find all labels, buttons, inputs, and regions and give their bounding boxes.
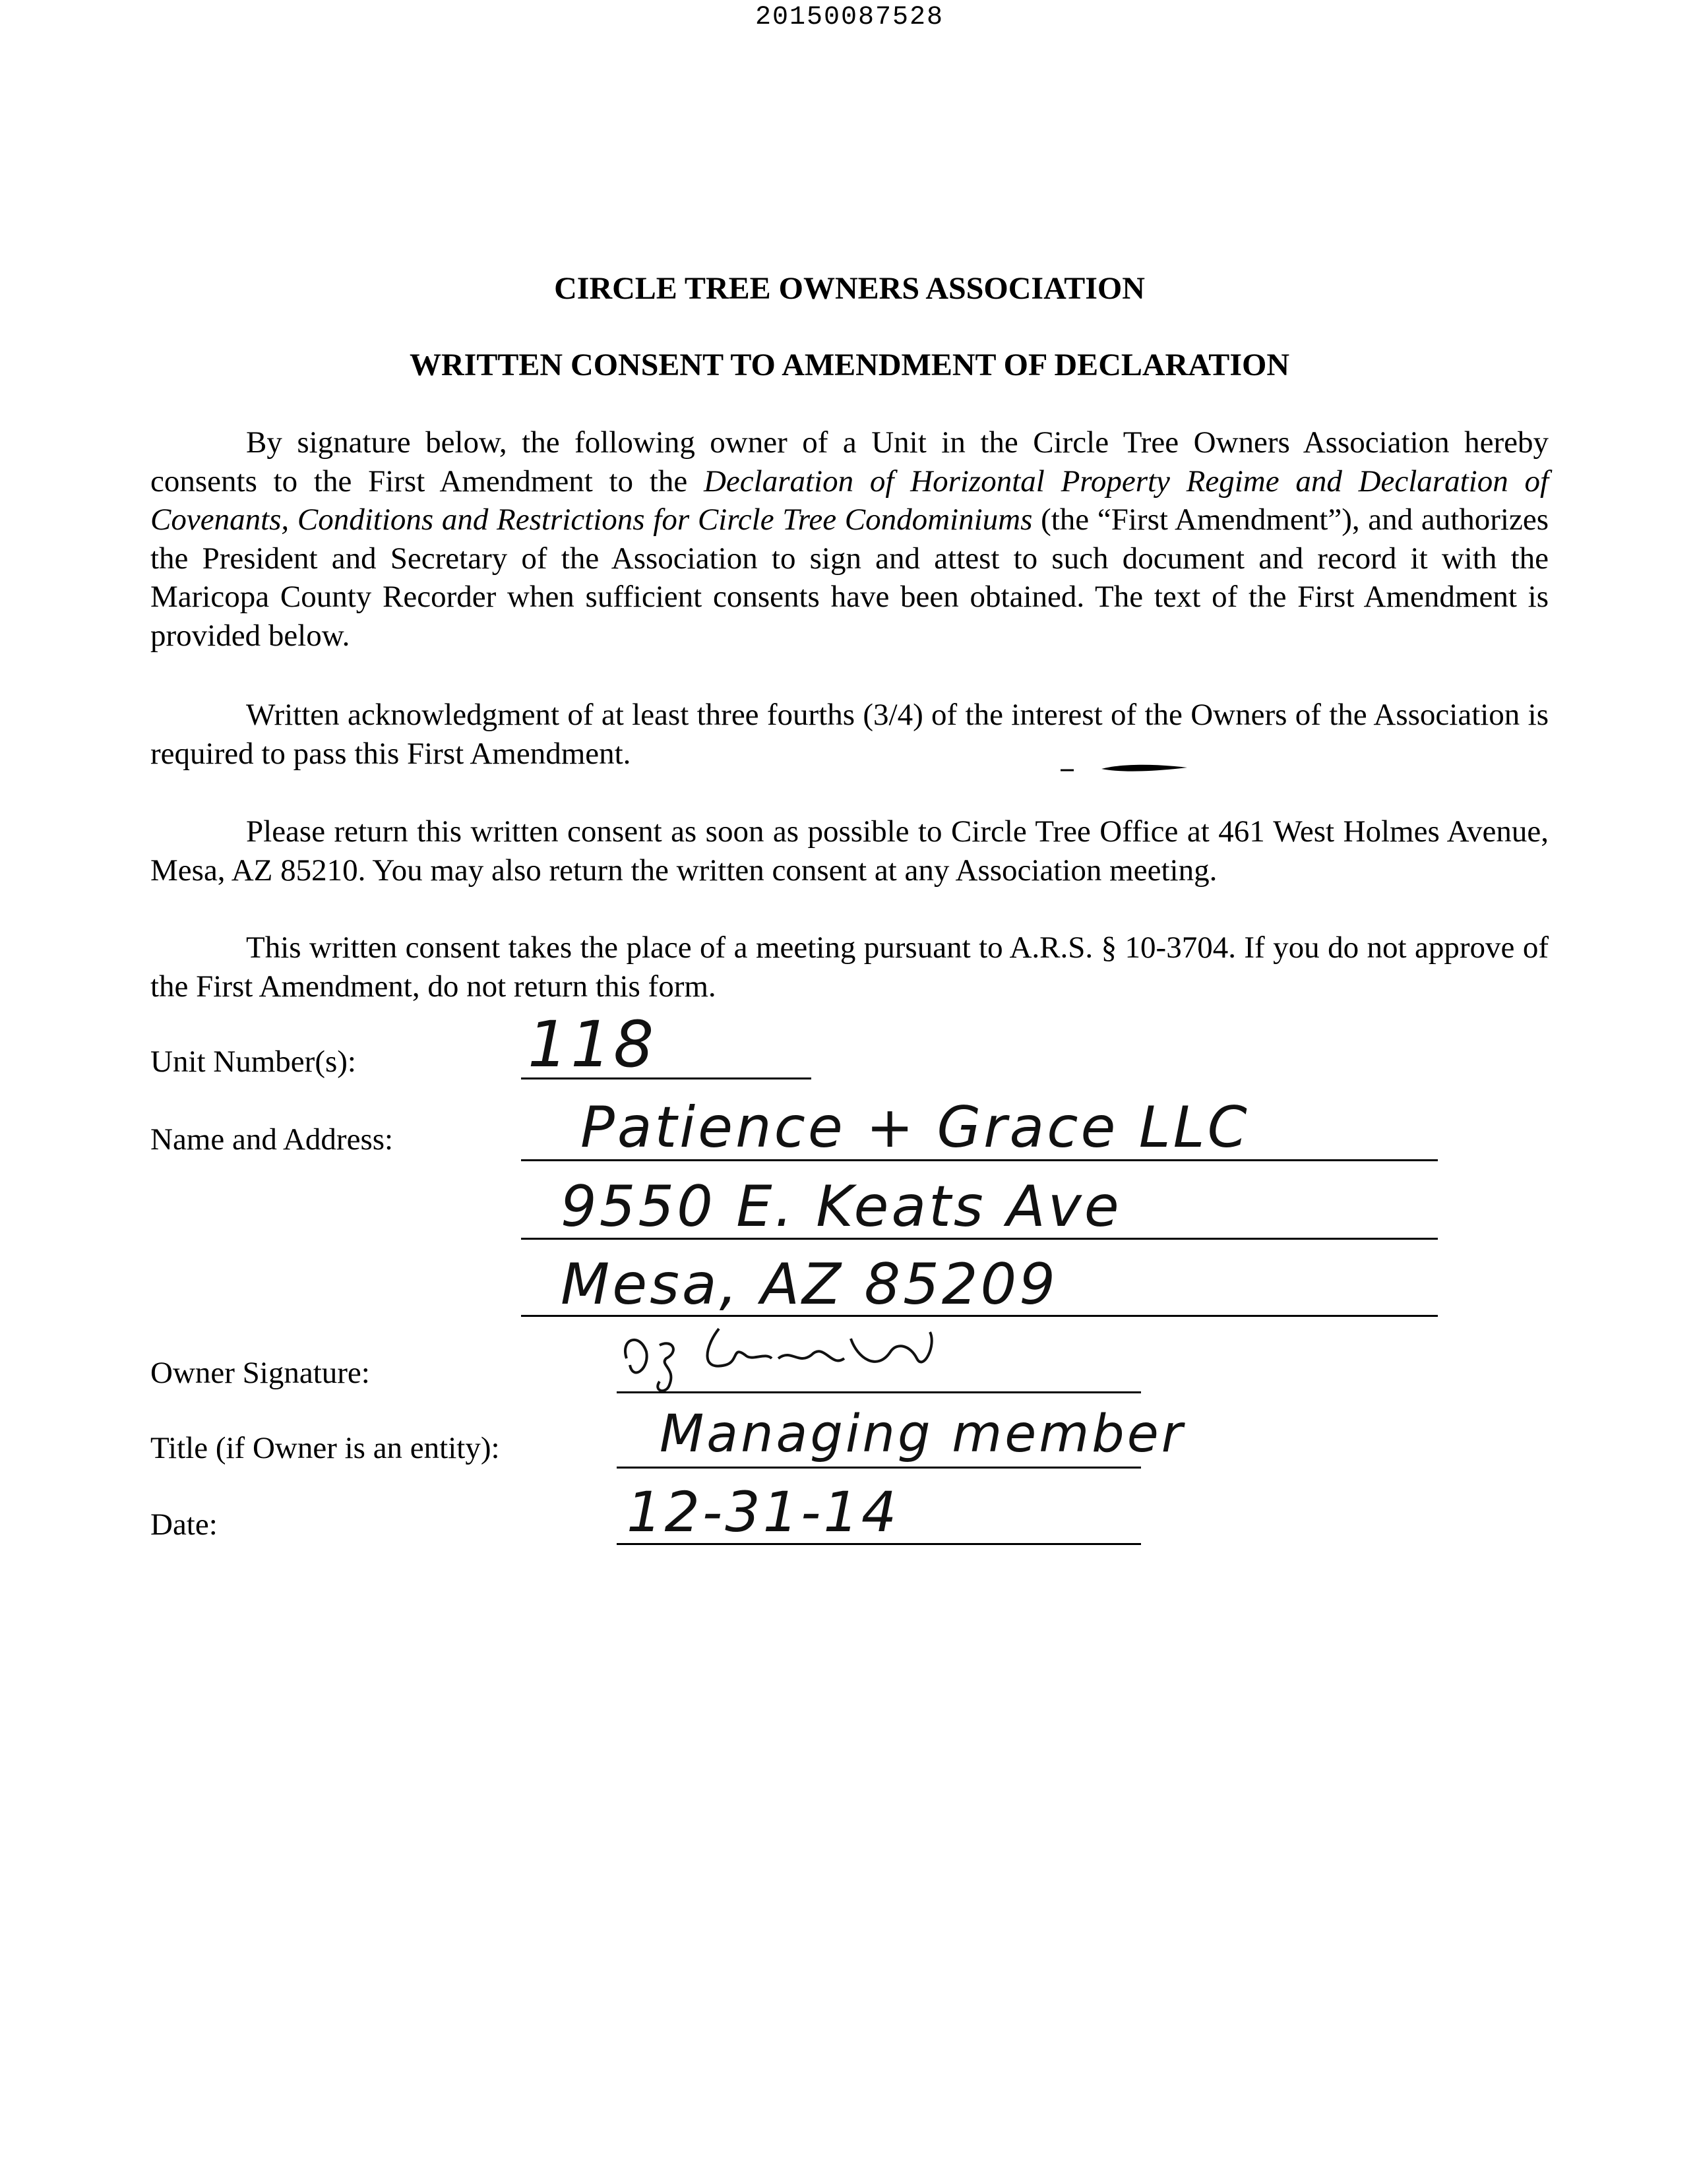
- consent-text-end: (the “First Amendment”), and authorizes the President and Secretary of the Association to sign and attest to such document and record it with the Maricopa County Recorder when sufficient consents have been obtained. The text of the First Amendment is provided below.: [150, 502, 1549, 653]
- date-label: Date:: [150, 1507, 218, 1542]
- consent-paragraph: [150, 423, 1549, 655]
- association-title: CIRCLE TREE OWNERS ASSOCIATION: [554, 271, 1145, 306]
- declaration-title: Declaration of Horizontal Property Regime and Declaration of Covenants, Conditions and Restrictions for Circle Tree Condominiums: [150, 464, 1549, 537]
- consent-text-start: By signature below, the following owner of a Unit in the Circle Tree Owners Association hereby consents to the First Amendment to the: [150, 425, 1549, 499]
- document-number: 20150087528: [755, 3, 944, 32]
- pen-mark: [1055, 758, 1200, 778]
- owner-signature-label: Owner Signature:: [150, 1356, 370, 1390]
- name-address-label: Name and Address:: [150, 1122, 394, 1157]
- return-instructions-paragraph: Please return this written consent as soon as possible to Circle Tree Office at 461 West Holmes Avenue, Mesa, AZ 85210. You may also return the written consent at any Association meeting.: [150, 814, 1549, 888]
- meeting-notice-paragraph: This written consent takes the place of a meeting pursuant to A.R.S. § 10-3704. If you do not approve of the First Amendment, do not return this form.: [150, 930, 1549, 1004]
- entity-title-value: Managing member: [660, 1405, 1185, 1464]
- entity-title-line: [617, 1467, 1141, 1469]
- name-address-value-2: 9550 E. Keats Ave: [561, 1174, 1122, 1240]
- unit-number-label: Unit Number(s):: [150, 1045, 356, 1079]
- date-value: 12-31-14: [627, 1480, 900, 1544]
- entity-title-label: Title (if Owner is an entity):: [150, 1431, 500, 1465]
- form-title: WRITTEN CONSENT TO AMENDMENT OF DECLARATION: [409, 348, 1289, 382]
- acknowledgment-paragraph: Written acknowledgment of at least three fourths (3/4) of the interest of the Owners of the Association is required to pass this First Amendment.: [150, 698, 1549, 771]
- name-address-value-3: Mesa, AZ 85209: [561, 1252, 1058, 1318]
- owner-signature: [613, 1319, 1009, 1398]
- name-address-value-1: Patience + Grace LLC: [580, 1095, 1250, 1161]
- unit-number-value: 118: [528, 1008, 657, 1081]
